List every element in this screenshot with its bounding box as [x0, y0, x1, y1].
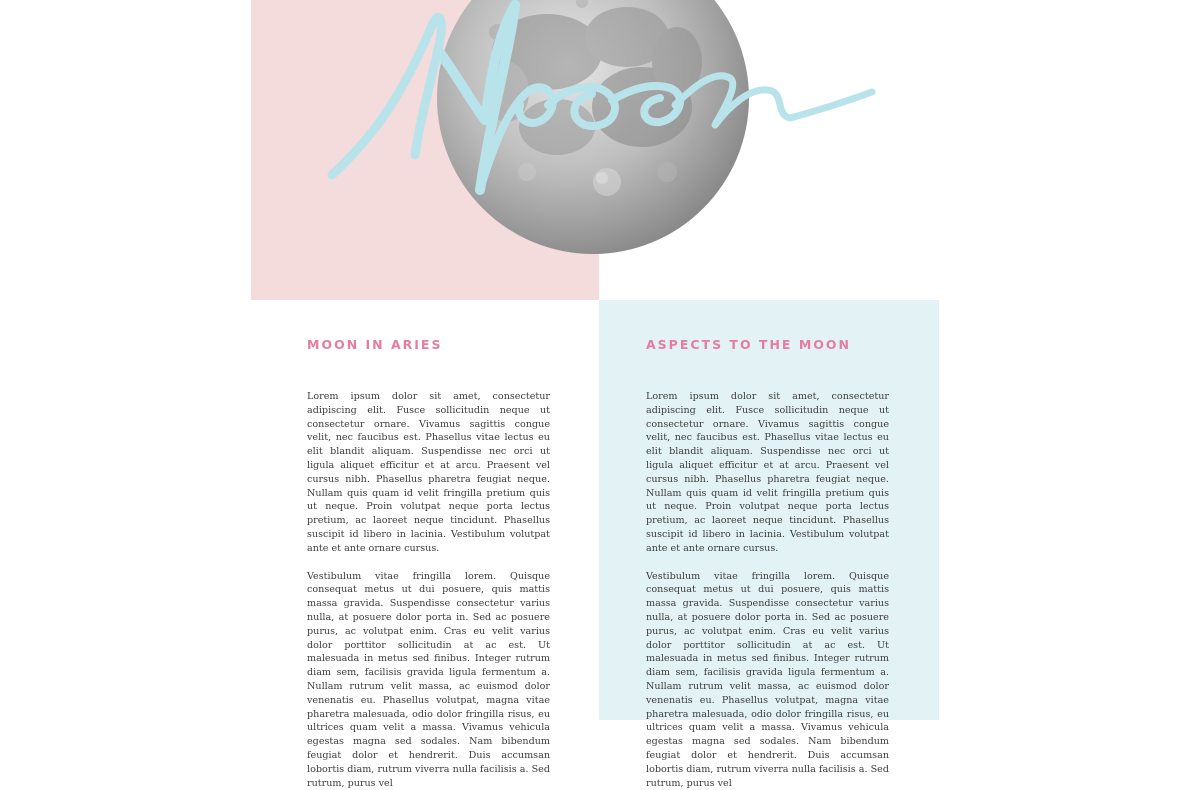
- right-column-heading: ASPECTS TO THE MOON: [646, 337, 851, 352]
- right-column-paragraph-2: Vestibulum vitae fringilla lorem. Quisque consequat metus ut dui posuere, quis mattis massa gravida. Suspendisse consectetur varius nulla, at posuere dolor porta in. Sed ac posuere purus, ac volutpat enim. Cras eu velit varius dolor porttitor sollicitudin at ac est. Ut malesuada in metus sed finibus. Integer rutrum diam sem, facilisis gravida ligula fermentum a. Nullam rutrum velit massa, ac euismod dolor venenatis eu. Phasellus volutpat, magna vitae pharetra malesuada, odio dolor fringilla risus, eu ultrices quam velit a massa. Vivamus vehicula egestas magna sed sodales. Nam bibendum feugiat dolor et hendrerit. Duis accumsan lobortis diam, rutrum viverra nulla facilisis a. Sed rutrum, purus vel: [646, 570, 889, 789]
- right-column-paragraph-1: Lorem ipsum dolor sit amet, consectetur adipiscing elit. Fusce sollicitudin neque ut consectetur ornare. Vivamus sagittis congue velit, nec faucibus est. Phasellus vitae lectus eu elit blandit aliquam. Suspendisse nec orci ut ligula aliquet efficitur et at arcu. Praesent vel cursus nibh. Phasellus pharetra feugiat neque. Nullam quis quam id velit fringilla pretium quis ut neque. Proin volutpat neque porta lectus pretium, ac laoreet neque tincidunt. Phasellus suscipit id libero in lacinia. Vestibulum volutpat ante et ante ornare cursus.: [646, 391, 889, 554]
- left-column-paragraph-1: Lorem ipsum dolor sit amet, consectetur adipiscing elit. Fusce sollicitudin neque ut consectetur ornare. Vivamus sagittis congue velit, nec faucibus est. Phasellus vitae lectus eu elit blandit aliquam. Suspendisse nec orci ut ligula aliquet efficitur et at arcu. Praesent vel cursus nibh. Phasellus pharetra feugiat neque. Nullam quis quam id velit fringilla pretium quis ut neque. Proin volutpat neque porta lectus pretium, ac laoreet neque tincidunt. Phasellus suscipit id libero in lacinia. Vestibulum volutpat ante et ante ornare cursus.: [307, 391, 550, 554]
- left-column: [307, 336, 550, 790]
- moon-script-title: [320, 0, 880, 220]
- left-column-paragraph-2: Vestibulum vitae fringilla lorem. Quisque consequat metus ut dui posuere, quis mattis massa gravida. Suspendisse consectetur varius nulla, at posuere dolor porta in. Sed ac posuere purus, ac volutpat enim. Cras eu velit varius dolor porttitor sollicitudin at ac est. Ut malesuada in metus sed finibus. Integer rutrum diam sem, facilisis gravida ligula fermentum a. Nullam rutrum velit massa, ac euismod dolor venenatis eu. Phasellus volutpat, magna vitae pharetra malesuada, odio dolor fringilla risus, eu ultrices quam velit a massa. Vivamus vehicula egestas magna sed sodales. Nam bibendum feugiat dolor et hendrerit. Duis accumsan lobortis diam, rutrum viverra nulla facilisis a. Sed rutrum, purus vel: [307, 570, 550, 789]
- left-column-heading: MOON IN ARIES: [307, 337, 443, 352]
- right-column: [646, 336, 889, 790]
